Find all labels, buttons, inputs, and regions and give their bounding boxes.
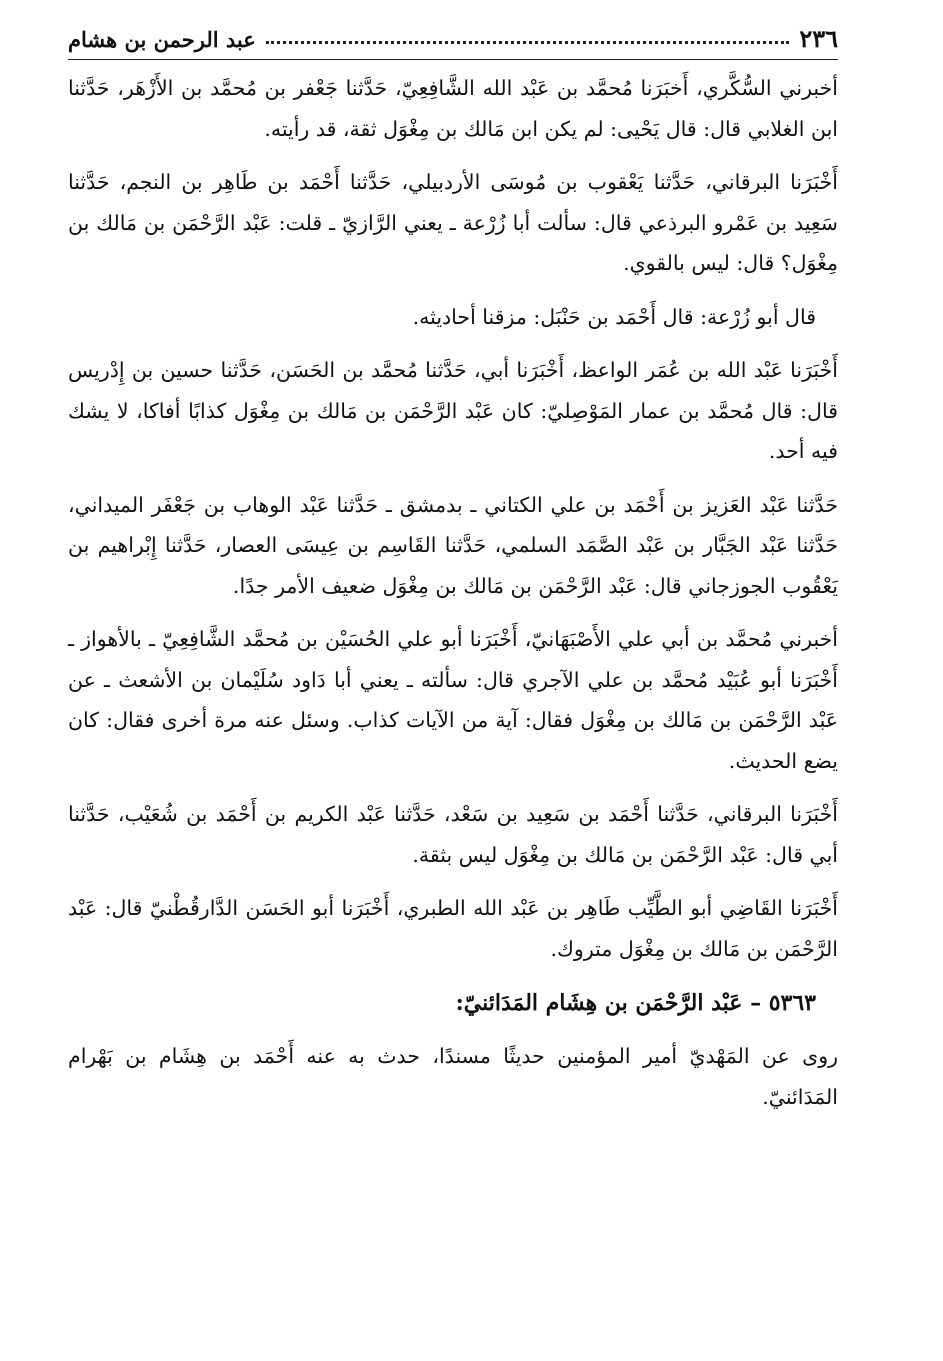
paragraph-1: أخبرني السُّكَّري، أَخبَرَنا مُحمَّد بن عَبْد الله الشَّافِعِيّ، حَدَّثنا جَعْفر بن مُحمَّد بن الأَزْهَر، حَدَّثنا ابن الغلابي قال: قال يَحْيى: لم يكن ابن مَالك بن مِغْوَل ثقة، قد رأيته. — [68, 76, 838, 141]
paragraph-7: أَخْبَرَنا البرقاني، حَدَّثنا أَحْمَد بن سَعِيد بن سَعْد، حَدَّثنا عَبْد الكريم بن أَحْمَد بن شُعَيْب، حَدَّثنا أبي قال: عَبْد الرَّحْمَن بن مَالك بن مِغْوَل ليس بثقة. — [68, 802, 838, 867]
entry-heading: ٥٣٦٣ – عَبْد الرَّحْمَن بن هِشَام المَدَائنيّ: — [455, 990, 816, 1016]
header-title: عبد الرحمن بن هشام — [68, 27, 256, 52]
paragraph-8: أَخْبَرَنا القَاضِي أبو الطَّيِّب طَاهِر بن عَبْد الله الطبري، أَخْبَرَنا أبو الحَسَن الدَّارقُطْنيّ قال: عَبْد الرَّحْمَن بن مَالك بن مِغْوَل متروك. — [68, 896, 838, 961]
paragraph-6: أخبرني مُحمَّد بن أبي علي الأَصْبَهَانيّ، أَخْبَرَنا أبو علي الحُسَيْن بن مُحمَّد الشَّافِعِيّ ـ بالأهواز ـ أَخْبَرَنا أبو عُبَيْد مُحمَّد بن علي الآجري قال: سألته ـ يعني أبا دَاود سُلَيْمان بن الأشعث ـ عن عَبْد الرَّحْمَن بن مَالك بن مِغْوَل فقال: آية من الآيات كذاب. وسئل عنه مرة أخرى فقال: كان يضع الحديث. — [68, 627, 839, 773]
page-number: ٢٣٦ — [799, 24, 838, 53]
paragraph-3: قال أبو زُرْعة: قال أَحْمَد بن حَنْبَل: مزقنا أحاديثه. — [412, 304, 816, 329]
paragraph-5: حَدَّثنا عَبْد العَزيز بن أَحْمَد بن علي الكتاني ـ بدمشق ـ حَدَّثنا عَبْد الوهاب بن جَعْفَر الميداني، حَدَّثنا عَبْد الجَبَّار بن عَبْد الصَّمَد السلمي، حَدَّثنا القَاسِم بن عِيسَى العصار، حَدَّثنا إِبْراهيم بن يَعْقُوب الجوزجاني قال: عَبْد الرَّحْمَن بن مَالك بن مِغْوَل ضعيف الأمر جدًا. — [68, 492, 838, 598]
header-leader-dots — [266, 41, 790, 44]
running-header — [68, 22, 838, 60]
paragraph-2: أَخْبَرَنا البرقاني، حَدَّثنا يَعْقوب بن مُوسَى الأردبيلي، حَدَّثنا أَحْمَد بن طَاهِر بن النجم، حَدَّثنا سَعِيد بن عَمْرو البرذعي قال: سألت أبا زُرْعة ـ يعني الرَّازيّ ـ قلت: عَبْد الرَّحْمَن بن مَالك بن مِغْوَل؟ قال: ليس بالقوي. — [68, 170, 838, 275]
paragraph-4: أَخْبَرَنا عَبْد الله بن عُمَر الواعظ، أَخْبَرَنا أبي، حَدَّثنا مُحمَّد بن الحَسَن، حَدَّثنا حسين بن إِدْريس قال: قال مُحمَّد بن عمار المَوْصِليّ: كان عَبْد الرَّحْمَن بن مَالك بن مِغْوَل كذابًا أفاكا، لا يشك فيه أحد. — [68, 358, 838, 463]
entry-text: روى عن المَهْديّ أمير المؤمنين حديثًا مسندًا، حدث به عنه أَحْمَد بن هِشَام بن بَهْرام المَدَائنيّ. — [68, 1044, 838, 1109]
document-page — [68, 22, 838, 1130]
